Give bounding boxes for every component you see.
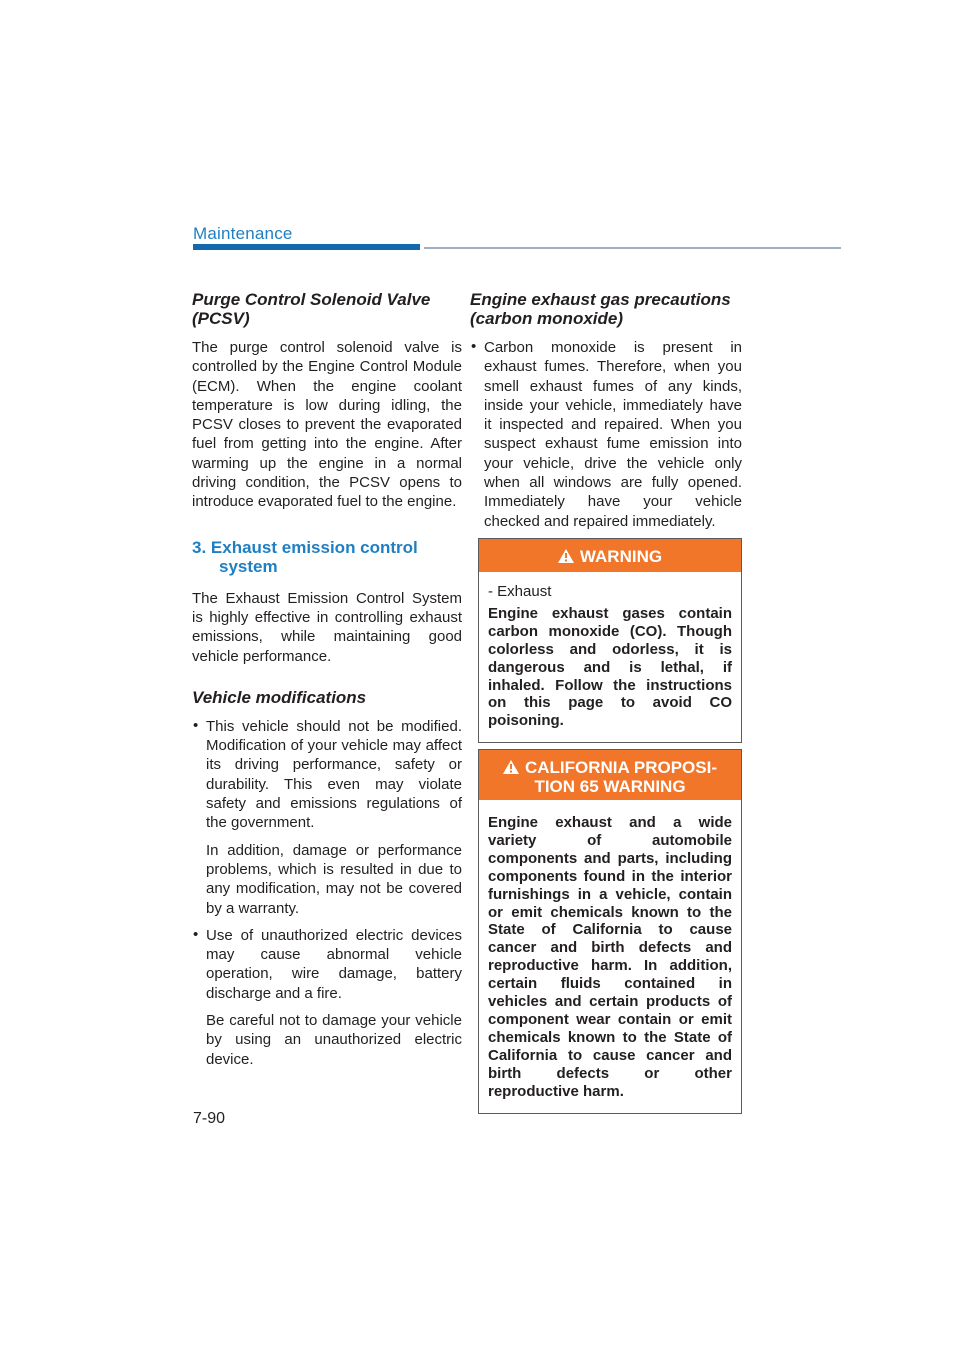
right-column: [470, 290, 742, 531]
warning-title: WARNING: [579, 547, 663, 566]
pcsv-title: Purge Control Solenoid Valve (PCSV): [192, 290, 431, 328]
warning-text: Engine exhaust gases contain carbon monoxide (CO). Though colorless and odorless, it is dangerous and is lethal, if inhaled. Follow the instructions on this page to avoid CO poisoning.: [488, 604, 732, 730]
co-title: Engine exhaust gas precautions (carbon monoxide): [470, 290, 731, 328]
prop65-title-line2: TION 65 WARNING: [534, 777, 686, 796]
page-number: 7-90: [193, 1110, 226, 1127]
prop65-header: [479, 750, 741, 800]
bullet-text: • This vehicle should not be modified. Modification of your vehicle may affect its driving performance, safety or durability. This even may violate safety and emissions regulations of the government.: [206, 717, 462, 832]
list-item: [470, 338, 742, 531]
bullet-note: Be careful not to damage your vehicle by using an unauthorized electric device.: [206, 1012, 462, 1068]
co-list: [470, 338, 742, 531]
warning-subtitle: - Exhaust: [488, 583, 552, 600]
modifications-list: [192, 717, 462, 1069]
section-title: Maintenance: [193, 224, 293, 243]
list-item: [192, 717, 462, 918]
left-column: [192, 290, 462, 1069]
bullet-note: In addition, damage or performance problems, which is resulted in due to any modification, may not be covered by a warranty.: [206, 841, 462, 917]
list-item: [192, 926, 462, 1069]
warning-triangle-icon: [503, 760, 519, 774]
prop65-body: Engine exhaust and a wide variety of automobile components and parts, including components found in the interior furnishings in a vehicle, contain or emit chemicals known to the State of California to cause cancer and birth defects and reproductive harm. In addition, certain fluids contained in vehicles and certain products of component wear contain or emit chemicals known to the State of California to cause cancer and birth defects or other reproductive harm.: [488, 814, 732, 1100]
prop65-box: [478, 749, 742, 1114]
bullet-text: • Use of unauthorized electric devices may cause abnormal vehicle operation, wire damage, battery discharge and a fire.: [206, 926, 462, 1002]
exhaust-heading: 3. Exhaust emission control system: [192, 537, 418, 576]
warning-body: [479, 572, 741, 742]
co-bullet-text: • Carbon monoxide is present in exhaust fumes. Therefore, when you smell exhaust fumes of any kinds, inside your vehicle, immediately have it inspected and repaired. When you suspect exhaust fume emission into your vehicle, drive the vehicle only when all windows are fully opened. Immediately have your vehicle checked and repaired immediately.: [484, 339, 742, 530]
exhaust-text: The Exhaust Emission Control System is highly effective in controlling exhaust emissions, while maintaining good vehicle performance.: [192, 589, 462, 665]
header-rule: [424, 247, 841, 249]
warning-header: [479, 539, 741, 572]
prop65-title-line1: CALIFORNIA PROPOSI-: [524, 758, 718, 777]
warning-triangle-icon: [558, 549, 574, 563]
header-rule-accent: [193, 244, 420, 250]
modifications-title: Vehicle modifications: [192, 687, 367, 707]
warning-box: [478, 538, 742, 743]
pcsv-text: The purge control solenoid valve is controlled by the Engine Control Module (ECM). When the engine coolant temperature is low during idling, the PCSV closes to prevent the evaporated fuel from getting into the engine. After warming up the engine in a normal driving condition, the PCSV opens to introduce evaporated fuel to the engine.: [192, 339, 462, 511]
